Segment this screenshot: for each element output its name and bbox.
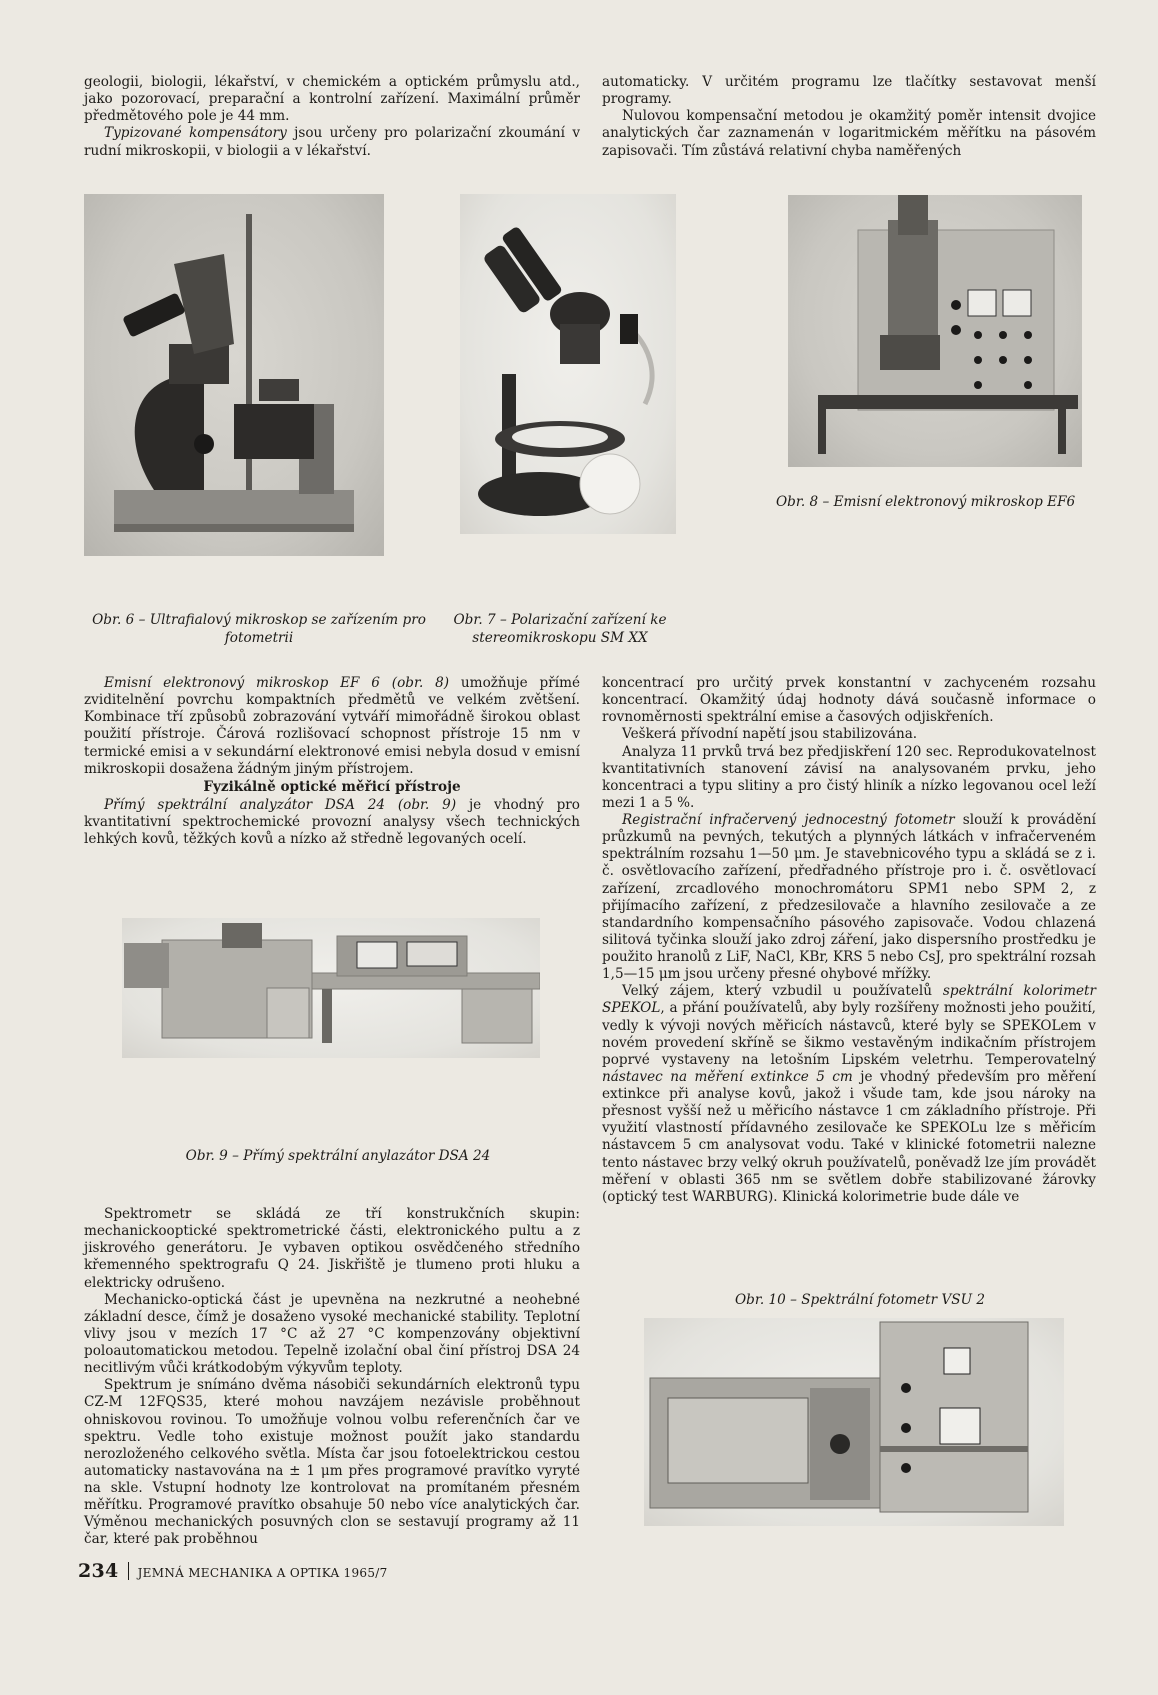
top-right-text [602,74,1096,160]
paragraph [602,812,1096,983]
paragraph [84,125,580,159]
text-span: umožňuje přímé zviditelnění povrchu kompaktních předmětů ve velkém zvětšení. Kombinace tří způsobů zobrazování vytváří mimořádně širokou oblast použití přístroje. Čárová rozlišovací schopnost přístroje 15 nm v termické emisi a v sekundární elektronové emisi nebyla dosud v emisní mikroskopii dosažena žádným jiným přístrojem. [84,675,581,777]
italic-term: Typizované kompensátory [104,125,287,142]
paragraph: koncentrací pro určitý prvek konstantní v zachyceném rozsahu koncentrací. Okamžitý údaj hodnoty dává současně informace o rovnoměrnosti spektrální emise a časových odjiskřeních. [602,675,1096,726]
text-span: je vhodný pro kvantitativní spektrochemické provozní analysy všech technických lehkých kovů, těžkých kovů a nízko až středně legovaných ocelí. [84,796,580,848]
paragraph: Nulovou kompensační metodou je okamžitý poměr intensit dvojice analytických čar zaznamenán v logaritmickém měřítku na pásovém zapisovači. Tím zůstává relativní chyba naměřených [602,108,1096,159]
paragraph: Spektrometr se skládá ze tří konstrukčních skupin: mechanickooptické spektrometrické části, elektronického pultu a z jiskrového generátoru. Je vybaven optikou osvědčeného středního křemenného spektrografu Q 24. Jiskřiště je tlumeno proti hluku a elektricky odrušeno. [84,1206,580,1291]
caption-obr6: Obr. 6 – Ultrafialový mikroskop se zařízením pro fotometrii [92,612,426,646]
text-span: Velký zájem, který vzbudil u používatelů [622,983,943,1000]
caption-obr9: Obr. 9 – Přímý spektrální anylazátor DSA 24 [185,1148,491,1164]
italic-term: spektrální kolorimetr SPEKOL [602,983,1096,1017]
top-left-text [84,74,580,160]
right-middle-text [602,675,1096,1206]
caption-obr10: Obr. 10 – Spektrální fotometr VSU 2 [735,1292,985,1308]
text-span: , a přání používatelů, aby byly rozšířeny možnosti jeho použití, vedly k vývoji nových měřicích nástavců, které byly se SPEKOLem v novém provedení skříně se šikmo vestavěným indikačním přístrojem poprvé vystaveny na letošním Lipském veletrhu. Temperovatelný [602,1000,1096,1068]
photo-emission-microscope [788,195,1082,467]
caption-obr7: Obr. 7 – Polarizační zařízení ke stereomikroskopu SM XX [453,612,667,646]
photo-spectral-photometer [644,1318,1064,1526]
italic-term: nástavec na měření extinkce 5 cm [602,1068,853,1085]
footer-divider [128,1562,129,1580]
journal-title: JEMNÁ MECHANIKA A OPTIKA 1965/7 [137,1566,388,1580]
left-middle-text [84,675,580,848]
paragraph: Spektrum je snímáno dvěma násobiči sekundárních elektronů typu CZ-M 12FQS35, které mohou navzájem nezávisle proběhnout ohniskovou rovinou. To umožňuje volnou volbu referenčních čar ve spektru. Vedle toho existuje možnost použít jako standardu nerozloženého celkového světla. Místa čar jsou fotoelektrickou cestou automaticky nastavována na ± 1 μm přes programové pravítko vyryté na skle. Vstupní hodnoty lze kontrolovat na promítaném přesném měřítku. Programové pravítko obsahuje 50 nebo více analytických čar. Výměnou mechanických posuvných clon se sestavují programy až 11 čar, které pak proběhnou [84,1377,580,1548]
paragraph: geologii, biologii, lékařství, v chemickém a optickém průmyslu atd., jako pozorovací, preparační a kontrolní zařízení. Maximální průměr předmětového pole je 44 mm. [84,74,580,125]
spectral-photometer-illustration [644,1318,1064,1526]
emission-microscope-illustration [788,195,1082,467]
caption-obr8: Obr. 8 – Emisní elektronový mikroskop EF6 [776,494,1076,510]
paragraph: Analyza 11 prvků trvá bez předjiskření 120 sec. Reprodukovatelnost kvantitativních stanovení závisí na analysovaném prvku, jeho koncentraci a typu slitiny a pro čistý hliník a nízko legovanou ocel leží mezi 1 a 5 %. [602,743,1096,811]
photo-polarizing-device [460,194,676,534]
paragraph [602,983,1096,1206]
page-footer [78,1560,388,1582]
text-span: je vhodný především pro měření extinkce při analyse kovů, jakož i všude tam, kde jsou nároky na přesnost vyšší než u měřicího nástavce 1 cm základního přístroje. Při využití vlastností přídavného zesilovače ke SPEKOLu lze s měřicím nástavcem 5 cm analysovat vodu. Také v klinické fotometrii nalezne tento nástavec brzy velký okruh používatelů, poněvadž lze jím provádět měření v oblasti 365 nm se světlem dobře stabilizované žárovky (optický test WARBURG). Klinická kolorimetrie bude dále ve [602,1068,1096,1205]
page-number: 234 [78,1560,119,1582]
text-span: jsou určeny pro polarizační zkoumání v rudní mikroskopii, v biologii a v lékařství. [84,125,580,159]
paragraph [84,797,580,848]
uv-microscope-illustration [84,194,384,556]
italic-term: Registrační infračervený jednocestný fotometr [622,812,955,828]
italic-term: Emisní elektronový mikroskop EF 6 (obr. 8) [104,675,450,691]
italic-term: Přímý spektrální analyzátor DSA 24 (obr. 9) [104,796,457,813]
left-bottom-text [84,1206,580,1549]
photo-spectral-analyzer [122,918,540,1058]
spectral-analyzer-illustration [122,918,540,1058]
paragraph: automaticky. V určitém programu lze tlačítky sestavovat menší programy. [602,74,1096,108]
section-heading: Fyzikálně optické měřicí přístroje [203,778,461,795]
stereomicroscope-illustration [460,194,676,534]
paragraph: Mechanicko-optická část je upevněna na nezkrutné a neohebné základní desce, čímž je dosaženo vysoké mechanické stability. Teplotní vlivy jsou v mezích 17 °C až 27 °C kompenzovány objektivní poloautomatickou metodou. Tepelně izolační obal činí přístroj DSA 24 necitlivým vůči krátkodobým výkyvům teploty. [84,1291,580,1377]
paragraph [84,675,580,778]
photo-uv-microscope [84,194,384,556]
paragraph: Veškerá přívodní napětí jsou stabilizována. [622,726,918,743]
text-span: slouží k provádění průzkumů na pevných, tekutých a plynných látkách v infračerveném spektrálním rozsahu 1—50 μm. Je stavebnicového typu a skládá se z i. č. osvětlovacího zařízení, předřadného přístroje pro i. č. osvětlovací zařízení, zrcadlového monochromátoru SPM1 nebo SPM 2, z přijímacího zařízení, z předzesilovače a hlavního zesilovače a ze standardního kompensačního pásového zapisovače. Vodou chlazená silitová tyčinka slouží jako zdroj záření, jako dispersního prostředku je použito hranolů z LiF, NaCl, KBr, KRS 5 nebo CsJ, pro spektrální rozsah 1,5—15 μm jsou určeny přesné ohybové mřížky. [602,812,1096,983]
